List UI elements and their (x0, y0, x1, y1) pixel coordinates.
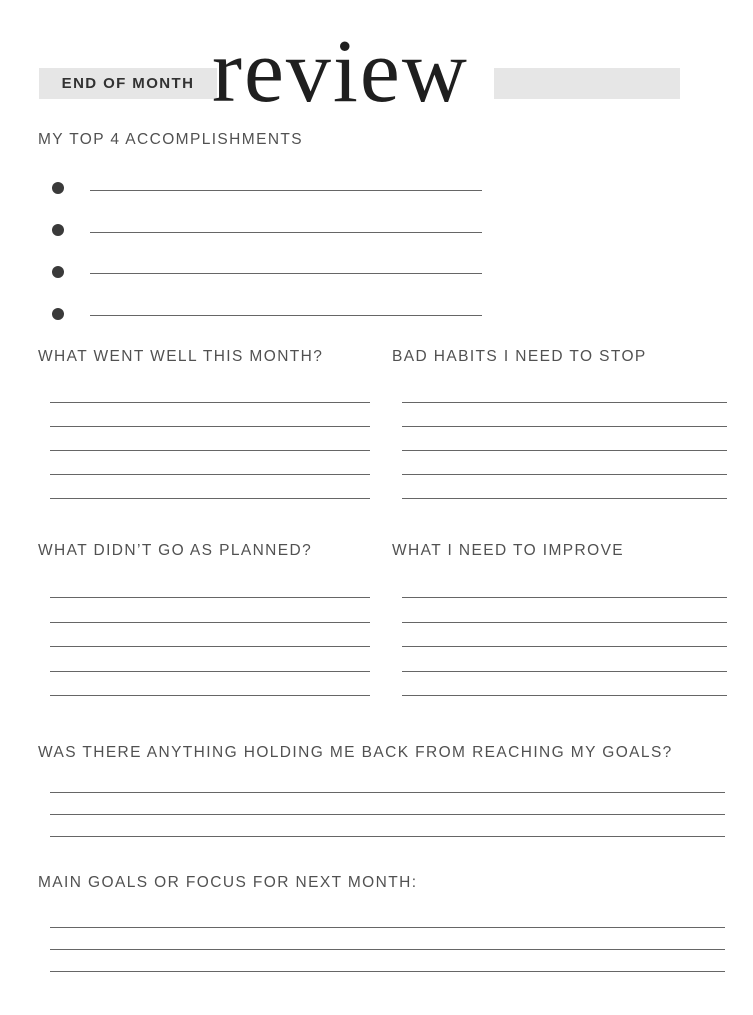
bullet-dot (52, 308, 64, 320)
writing-line (50, 971, 725, 972)
bullet-dot (52, 224, 64, 236)
writing-line (50, 498, 370, 499)
end-of-month-badge (39, 68, 217, 99)
writing-line (402, 426, 727, 427)
bullet-dot (52, 266, 64, 278)
writing-line (402, 498, 727, 499)
writing-line (402, 402, 727, 403)
writing-line (50, 597, 370, 598)
writing-line (50, 646, 370, 647)
writing-line (50, 622, 370, 623)
writing-line (402, 622, 727, 623)
accomplishments-lines (90, 190, 482, 316)
writing-line (402, 474, 727, 475)
bad-habits-lines (402, 402, 727, 499)
section-heading-holding-me-back: WAS THERE ANYTHING HOLDING ME BACK FROM REACHING MY GOALS? (38, 744, 673, 761)
didnt-go-as-planned-lines (50, 597, 370, 696)
section-heading-main-goals: MAIN GOALS OR FOCUS FOR NEXT MONTH: (38, 874, 418, 891)
writing-line (50, 671, 370, 672)
writing-line (50, 792, 725, 793)
writing-line (90, 273, 482, 274)
writing-line (90, 315, 482, 316)
section-heading-need-to-improve: WHAT I NEED TO IMPROVE (392, 542, 625, 559)
main-goals-lines (50, 927, 725, 972)
writing-line (50, 450, 370, 451)
section-heading-didnt-go-as-planned: WHAT DIDN’T GO AS PLANNED? (38, 542, 313, 559)
went-well-lines (50, 402, 370, 499)
section-heading-bad-habits: BAD HABITS I NEED TO STOP (392, 348, 647, 365)
writing-line (402, 597, 727, 598)
writing-line (90, 232, 482, 233)
writing-line (50, 814, 725, 815)
writing-line (50, 474, 370, 475)
bullet-dot (52, 182, 64, 194)
writing-line (50, 695, 370, 696)
need-to-improve-lines (402, 597, 727, 696)
writing-line (50, 426, 370, 427)
writing-line (402, 695, 727, 696)
header-accent-bar (494, 68, 680, 99)
writing-line (90, 190, 482, 191)
writing-line (50, 949, 725, 950)
badge-label: END OF MONTH (61, 75, 195, 92)
page-title: review (212, 22, 469, 121)
section-heading-accomplishments: MY TOP 4 ACCOMPLISHMENTS (38, 131, 304, 148)
accomplishments-bullets (52, 182, 64, 320)
holding-me-back-lines (50, 792, 725, 837)
writing-line (402, 646, 727, 647)
writing-line (402, 450, 727, 451)
section-heading-went-well: WHAT WENT WELL THIS MONTH? (38, 348, 324, 365)
writing-line (50, 836, 725, 837)
writing-line (50, 927, 725, 928)
writing-line (402, 671, 727, 672)
writing-line (50, 402, 370, 403)
